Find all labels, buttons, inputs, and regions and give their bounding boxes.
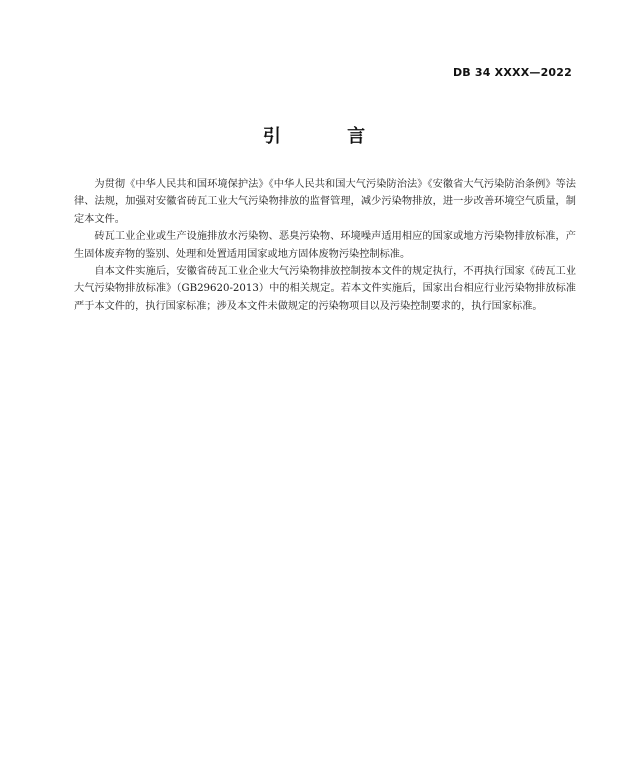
document-code: DB 34 XXXX—2022	[452, 66, 572, 79]
section-title: 引 言	[262, 126, 396, 147]
paragraph-purpose: 为贯彻《中华人民共和国环境保护法》《中华人民共和国大气污染防治法》《安徽省大气污染防治条例》等法律、法规，加强对安徽省砖瓦工业大气污染物排放的监督管理，减少污染物排放，进一步改善环境空气质量，制定本文件。	[74, 179, 576, 225]
paragraph-scope: 砖瓦工业企业或生产设施排放水污染物、恶臭污染物、环境噪声适用相应的国家或地方污染物排放标准，产生固体废弃物的鉴别、处理和处置适用国家或地方固体废物污染控制标准。	[74, 231, 576, 260]
paragraph-implementation: 自本文件实施后，安徽省砖瓦工业企业大气污染物排放控制按本文件的规定执行，不再执行国家《砖瓦工业大气污染物排放标准》（GB29620-2013）中的相关规定。若本文件实施后，国家出台相应行业污染物排放标准严于本文件的，执行国家标准；涉及本文件未做规定的污染物项目以及污染控制要求的，执行国家标准。	[74, 266, 576, 312]
section-body	[74, 176, 576, 315]
